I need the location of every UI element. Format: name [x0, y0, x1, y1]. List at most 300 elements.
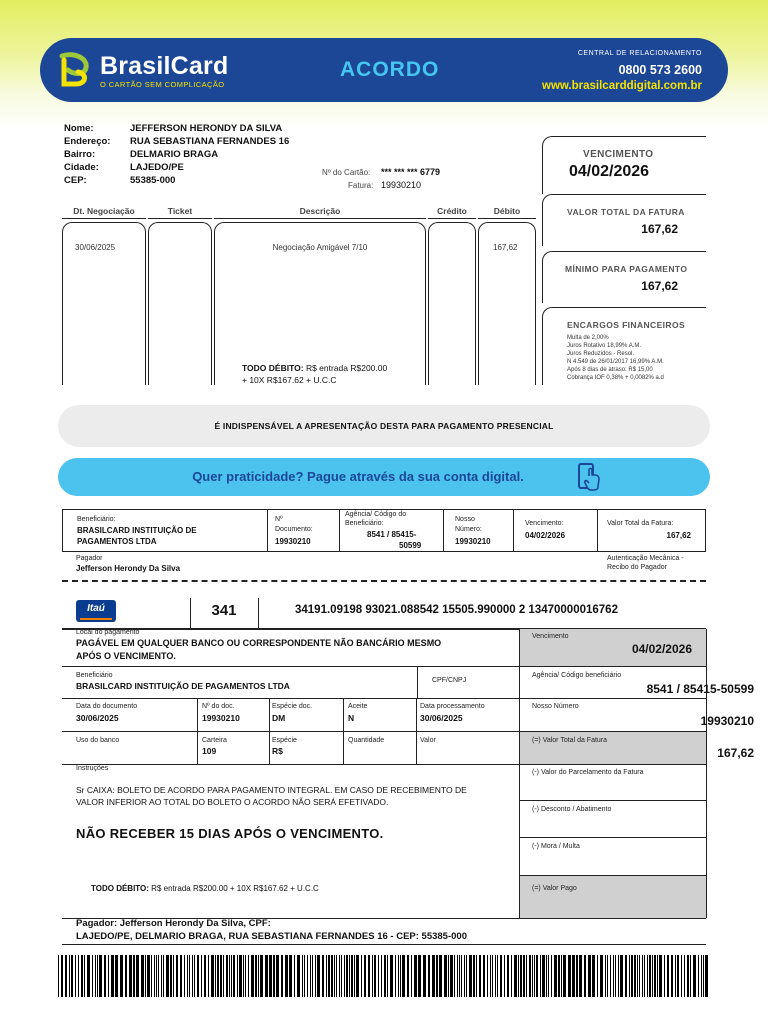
doc-date: 30/06/2025: [76, 713, 119, 723]
barcode-bar: [588, 955, 591, 997]
receipt-agency-value-2: 50599: [399, 541, 422, 550]
brand-name: BrasilCard: [100, 52, 229, 80]
accept: N: [348, 713, 355, 723]
barcode-bar: [231, 955, 232, 997]
bank-code: 341: [211, 602, 237, 619]
barcode-bar: [659, 955, 662, 997]
barcode-bar: [194, 955, 195, 997]
barcode-bar: [639, 955, 640, 997]
boleto-agency-label: Agência/ Código beneficiário: [532, 672, 622, 679]
address-label: Endereço:: [64, 136, 111, 147]
barcode-bar: [548, 955, 549, 997]
doc-no-label: Nº do doc.: [202, 703, 235, 710]
doc-no: 19930210: [202, 713, 240, 723]
boleto-ournum-label: Nosso Número: [532, 703, 579, 710]
charges-label: ENCARGOS FINANCEIROS: [567, 320, 686, 330]
barcode-bar: [156, 955, 157, 997]
barcode-bar: [273, 955, 275, 997]
receipt-payer: Jefferson Herondy Da Silva: [76, 564, 181, 573]
barcode-bar: [372, 955, 373, 997]
barcode-bar: [407, 955, 409, 997]
barcode-bar: [95, 955, 96, 997]
website-link[interactable]: www.brasilcarddigital.com.br: [542, 80, 702, 92]
barcode-bar: [618, 955, 619, 997]
place-line-2: APÓS O VENCIMENTO.: [76, 651, 176, 661]
barcode-bar: [120, 955, 123, 997]
barcode-bar: [432, 955, 435, 997]
barcode-bar: [518, 955, 519, 997]
barcode-bar: [258, 955, 259, 997]
barcode-bar: [215, 955, 216, 997]
barcode-bar: [536, 955, 538, 997]
barcode-bar: [322, 955, 324, 997]
barcode-bar: [245, 955, 246, 997]
accept-label: Aceite: [348, 703, 368, 710]
rule: [519, 875, 706, 876]
barcode-bar: [390, 955, 393, 997]
client-city: LAJEDO/PE: [130, 162, 184, 173]
interest-label: (-) Mora / Multa: [532, 843, 580, 850]
barcode-bar: [344, 955, 345, 997]
barcode-bar: [226, 955, 228, 997]
col-header-credit: Crédito: [437, 206, 467, 216]
currency-label: Espécie: [272, 737, 297, 744]
barcode-bar: [532, 955, 533, 997]
barcode-bar: [115, 955, 118, 997]
barcode-bar: [551, 955, 552, 997]
barcode-bar: [84, 955, 85, 997]
barcode-bar: [439, 955, 442, 997]
barcode-bar: [147, 955, 150, 997]
barcode-bar: [243, 955, 244, 997]
receipt-auth-1: Autenticação Mecânica -: [607, 555, 684, 562]
barcode-bar: [328, 955, 330, 997]
barcode-bar: [281, 955, 283, 997]
barcode: [58, 955, 710, 997]
header-rule: [478, 218, 536, 219]
barcode-bar: [384, 955, 386, 997]
card-label: Nº do Cartão:: [322, 168, 371, 177]
itau-logo-icon: [76, 600, 116, 622]
barcode-bar: [237, 955, 238, 997]
invoice-total-value: 167,62: [641, 222, 678, 236]
boleto-total-label: (=) Valor Total da Fatura: [532, 737, 608, 744]
boleto-todo-value: R$ entrada R$200.00 + 10X R$167.62 + U.C.C: [151, 884, 319, 893]
digital-pay-text: Quer praticidade? Pague através da sua conta digital.: [192, 469, 524, 484]
boleto-total-value: 167,62: [717, 746, 754, 760]
client-district: DELMARIO BRAGA: [130, 149, 219, 160]
boleto-payer-line-1: Pagador: Jefferson Herondy Da Silva, CPF:: [76, 918, 271, 929]
receipt-beneficiary-label: Beneficiário:: [77, 516, 116, 523]
cpf-label: CPF/CNPJ: [432, 677, 467, 684]
receipt-doc-label-1: Nº: [275, 516, 283, 523]
itau-logo-text: Itaú: [87, 603, 105, 614]
barcode-bar: [469, 955, 472, 997]
barcode-bar: [269, 955, 272, 997]
barcode-bar: [457, 955, 458, 997]
row-description: Negociação Amigável 7/10: [272, 243, 368, 252]
barcode-bar: [698, 955, 699, 997]
charge-line: Juros Reduzidos - Resol.: [567, 351, 635, 357]
barcode-bar: [197, 955, 199, 997]
barcode-bar: [125, 955, 127, 997]
barcode-bar: [479, 955, 481, 997]
barcode-bar: [387, 955, 388, 997]
barcode-bar: [145, 955, 146, 997]
barcode-bar: [664, 955, 665, 997]
barcode-bar: [339, 955, 340, 997]
charge-line: Após 8 dias de atraso: R$ 15,00: [567, 367, 653, 373]
barcode-bar: [605, 955, 606, 997]
rule: [62, 698, 706, 699]
barcode-bar: [276, 955, 279, 997]
barcode-bar: [507, 955, 509, 997]
client-name: JEFFERSON HERONDY DA SILVA: [130, 123, 283, 134]
header-rule: [148, 218, 212, 219]
due-date-value: 04/02/2026: [569, 163, 650, 180]
barcode-bar: [423, 955, 426, 997]
divider: [339, 510, 340, 551]
district-label: Bairro:: [64, 149, 96, 160]
name-label: Nome:: [64, 123, 94, 134]
client-address: RUA SEBASTIANA FERNANDES 16: [130, 136, 290, 147]
barcode-bar: [540, 955, 541, 997]
barcode-bar: [187, 955, 188, 997]
barcode-bar: [223, 955, 224, 997]
divider: [258, 598, 259, 628]
barcode-bar: [133, 955, 135, 997]
charge-line: N 4.549 de 26/01/2017 16,99% A.M.: [567, 359, 664, 365]
receipt-ournum-label-2: Número:: [455, 526, 482, 533]
barcode-bar: [170, 955, 172, 997]
barcode-bar: [642, 955, 643, 997]
barcode-bar: [647, 955, 648, 997]
barcode-bar: [473, 955, 475, 997]
barcode-bar: [302, 955, 303, 997]
barcode-bar: [677, 955, 679, 997]
barcode-bar: [476, 955, 477, 997]
barcode-bar: [326, 955, 327, 997]
barcode-bar: [534, 955, 535, 997]
wallet: 109: [202, 746, 217, 756]
presential-notice: É INDISPENSÁVEL A APRESENTAÇÃO DESTA PARA PAGAMENTO PRESENCIAL: [58, 405, 710, 447]
itau-logo-stripe: [80, 618, 112, 620]
receipt-beneficiary-2: PAGAMENTOS LTDA: [77, 537, 157, 546]
barcode-bar: [151, 955, 152, 997]
barcode-bar: [154, 955, 155, 997]
todo-debito-line1: R$ entrada R$200.00: [305, 363, 388, 373]
barcode-bar: [211, 955, 214, 997]
rule: [519, 800, 706, 801]
invoice-total-label: VALOR TOTAL DA FATURA: [567, 207, 685, 217]
barcode-bar: [248, 955, 249, 997]
row-date: 30/06/2025: [75, 243, 116, 252]
barcode-bar: [657, 955, 658, 997]
barcode-bar: [631, 955, 633, 997]
barcode-bar: [402, 955, 405, 997]
barcode-bar: [349, 955, 350, 997]
receipt-payer-label: Pagador: [76, 555, 103, 562]
barcode-bar: [705, 955, 708, 997]
barcode-bar: [341, 955, 342, 997]
barcode-bar: [561, 955, 562, 997]
barcode-bar: [520, 955, 522, 997]
barcode-bar: [701, 955, 702, 997]
barcode-bar: [310, 955, 311, 997]
instructions-line-1: Sr CAIXA: BOLETO DE ACORDO PARA PAGAMENTO INTEGRAL. EM CASO DE RECEBIMENTO DE: [76, 785, 467, 795]
barcode-bar: [87, 955, 90, 997]
barcode-bar: [436, 955, 438, 997]
digitable-line[interactable]: 34191.09198 93021.088542 15505.990000 2 13470000016762: [295, 604, 618, 616]
barcode-bar: [317, 955, 320, 997]
barcode-bar: [584, 955, 586, 997]
barcode-bar: [526, 955, 527, 997]
barcode-bar: [448, 955, 449, 997]
barcode-bar: [487, 955, 488, 997]
barcode-bar: [690, 955, 691, 997]
barcode-bar: [644, 955, 645, 997]
barcode-bar: [563, 955, 566, 997]
barcode-bar: [61, 955, 63, 997]
boleto-todo-label: TODO DÉBITO:: [91, 884, 149, 893]
qty-label: Quantidade: [348, 737, 385, 744]
currency: R$: [272, 746, 283, 756]
paid-label: (=) Valor Pago: [532, 885, 577, 892]
brasilcard-logo-icon: [54, 50, 94, 90]
installment-label: (-) Valor do Parcelamento da Fatura: [532, 769, 644, 776]
barcode-bar: [111, 955, 114, 997]
barcode-bar: [542, 955, 545, 997]
barcode-bar: [129, 955, 132, 997]
barcode-bar: [255, 955, 257, 997]
barcode-bar: [65, 955, 67, 997]
barcode-bar: [251, 955, 254, 997]
barcode-bar: [620, 955, 623, 997]
boleto-todo-debito: [91, 884, 319, 893]
divider: [417, 666, 418, 698]
col-header-debit: Débito: [493, 206, 521, 216]
col-box-credit: [428, 222, 476, 385]
phone-touch-icon: [576, 462, 602, 492]
barcode-bar: [495, 955, 496, 997]
no-receive-warning: NÃO RECEBER 15 DIAS APÓS O VENCIMENTO.: [76, 826, 384, 841]
barcode-bar: [361, 955, 362, 997]
receipt-agency-label-2: Beneficiário:: [345, 520, 384, 527]
barcode-bar: [490, 955, 491, 997]
barcode-bar: [492, 955, 493, 997]
barcode-bar: [289, 955, 292, 997]
divider: [443, 510, 444, 551]
barcode-bar: [346, 955, 348, 997]
barcode-bar: [368, 955, 370, 997]
barcode-bar: [220, 955, 222, 997]
receipt-due-label: Vencimento:: [525, 520, 564, 527]
barcode-bar: [558, 955, 560, 997]
barcode-bar: [610, 955, 611, 997]
barcode-bar: [166, 955, 169, 997]
barcode-bar: [576, 955, 578, 997]
barcode-bar: [607, 955, 608, 997]
barcode-bar: [600, 955, 603, 997]
todo-debito-table: [242, 363, 387, 373]
col-header-description: Descrição: [299, 206, 341, 216]
barcode-bar: [400, 955, 401, 997]
charge-line: Cobrança IOF 0,38% + 0,0082% a.d: [567, 375, 664, 381]
paid-shade: [519, 875, 706, 918]
receipt-due-value: 04/02/2026: [525, 531, 566, 540]
discount-label: (-) Desconto / Abatimento: [532, 806, 612, 813]
beneficiary-value: BRASILCARD INSTITUIÇÃO DE PAGAMENTOS LTDA: [76, 681, 290, 691]
barcode-bar: [239, 955, 242, 997]
invoice-total-box: [542, 194, 706, 246]
receipt-auth-2: Recibo do Pagador: [607, 564, 667, 571]
invoice-number: 19930210: [381, 180, 422, 190]
barcode-bar: [615, 955, 616, 997]
barcode-bar: [201, 955, 202, 997]
barcode-bar: [667, 955, 669, 997]
barcode-bar: [75, 955, 76, 997]
value-label: Valor: [420, 737, 436, 744]
barcode-bar: [78, 955, 79, 997]
barcode-bar: [69, 955, 70, 997]
barcode-bar: [554, 955, 557, 997]
barcode-bar: [99, 955, 102, 997]
barcode-bar: [568, 955, 571, 997]
barcode-bar: [354, 955, 355, 997]
barcode-bar: [681, 955, 682, 997]
barcode-bar: [141, 955, 144, 997]
barcode-bar: [265, 955, 268, 997]
barcode-bar: [703, 955, 704, 997]
barcode-bar: [173, 955, 174, 997]
phone-number[interactable]: 0800 573 2600: [618, 63, 702, 77]
barcode-bar: [92, 955, 93, 997]
barcode-bar: [108, 955, 109, 997]
barcode-bar: [464, 955, 465, 997]
boleto-agency-value: 8541 / 85415-50599: [646, 682, 754, 696]
minimum-box: [542, 251, 706, 303]
barcode-bar: [428, 955, 430, 997]
barcode-bar: [71, 955, 73, 997]
digital-pay-banner[interactable]: [58, 458, 710, 496]
boleto-payer-line-2: LAJEDO/PE, DELMARIO BRAGA, RUA SEBASTIANA FERNANDES 16 - CEP: 55385-000: [76, 931, 467, 942]
barcode-bar: [364, 955, 366, 997]
boleto-due-label: Vencimento: [532, 633, 569, 640]
barcode-bar: [483, 955, 485, 997]
minimum-label: MÍNIMO PARA PAGAMENTO: [565, 264, 688, 274]
bank-use-label: Uso do banco: [76, 737, 120, 744]
barcode-bar: [336, 955, 337, 997]
boleto-due-value: 04/02/2026: [631, 642, 692, 656]
header-rule: [428, 218, 476, 219]
receipt-ournum-label-1: Nosso: [455, 516, 475, 523]
rule: [62, 944, 706, 945]
divider: [597, 510, 598, 551]
process-label: Data processamento: [420, 703, 485, 710]
due-date-box: [542, 136, 706, 194]
doc-kind: DM: [272, 713, 286, 723]
instructions-label: Instruções: [76, 765, 109, 772]
barcode-bar: [304, 955, 305, 997]
divider: [267, 510, 268, 551]
barcode-bar: [312, 955, 313, 997]
cut-line: [62, 580, 706, 582]
barcode-bar: [351, 955, 353, 997]
barcode-bar: [671, 955, 673, 997]
header-rule: [214, 218, 426, 219]
receipt-doc-value: 19930210: [275, 537, 311, 546]
wallet-label: Carteira: [202, 737, 227, 744]
receipt-total-label: Valor Total da Fatura:: [607, 520, 674, 527]
barcode-bar: [411, 955, 412, 997]
barcode-bar: [592, 955, 595, 997]
barcode-bar: [58, 955, 59, 997]
instructions-line-2: VALOR INFERIOR AO TOTAL DO BOLETO O ACORDO NÃO SERÁ EFETIVADO.: [76, 797, 389, 807]
card-number: *** *** *** 6779: [381, 167, 441, 177]
barcode-bar: [546, 955, 547, 997]
barcode-bar: [418, 955, 421, 997]
receipt-ournum-value: 19930210: [455, 537, 491, 546]
total-shade: [519, 731, 706, 764]
client-zip: 55385-000: [130, 175, 176, 186]
barcode-bar: [649, 955, 651, 997]
barcode-bar: [597, 955, 598, 997]
receipt-agency-value-1: 8541 / 85415-: [367, 530, 417, 539]
barcode-bar: [204, 955, 206, 997]
rule: [519, 837, 706, 838]
minimum-value: 167,62: [641, 279, 678, 293]
barcode-bar: [184, 955, 185, 997]
barcode-bar: [208, 955, 209, 997]
divider: [513, 510, 514, 551]
receipt-doc-label-2: Documento:: [275, 526, 313, 533]
receipt-total-value: 167,62: [666, 531, 691, 540]
doc-date-label: Data do documento: [76, 703, 138, 710]
barcode-bar: [466, 955, 467, 997]
barcode-bar: [629, 955, 630, 997]
barcode-bar: [229, 955, 230, 997]
barcode-bar: [136, 955, 139, 997]
place-line-1: PAGÁVEL EM QUALQUER BANCO OU CORRESPONDENTE NÃO BANCÁRIO MESMO: [76, 638, 442, 648]
barcode-bar: [654, 955, 656, 997]
barcode-bar: [625, 955, 627, 997]
barcode-bar: [579, 955, 582, 997]
col-header-ticket: Ticket: [167, 206, 193, 216]
col-box-ticket: [148, 222, 212, 385]
barcode-bar: [189, 955, 190, 997]
barcode-bar: [294, 955, 295, 997]
barcode-bar: [684, 955, 685, 997]
barcode-bar: [454, 955, 455, 997]
charge-line: Multa de 2,00%: [567, 335, 609, 341]
beneficiary-label: Beneficiário: [76, 672, 113, 679]
barcode-bar: [331, 955, 333, 997]
charge-line: Juros Rotativo 18,99% A.M.: [567, 343, 642, 349]
barcode-bar: [414, 955, 417, 997]
receipt-agency-label-1: Agência/ Código do: [345, 511, 407, 518]
barcode-bar: [158, 955, 159, 997]
barcode-bar: [81, 955, 83, 997]
barcode-bar: [217, 955, 219, 997]
barcode-bar: [307, 955, 308, 997]
central-label: CENTRAL DE RELACIONAMENTO: [577, 50, 702, 57]
barcode-bar: [504, 955, 505, 997]
barcode-bar: [675, 955, 676, 997]
barcode-bar: [334, 955, 335, 997]
receipt-beneficiary-1: BRASILCARD INSTITUIÇÃO DE: [77, 526, 197, 535]
todo-debito-label: TODO DÉBITO:: [242, 363, 304, 373]
header-banner: [40, 38, 728, 102]
